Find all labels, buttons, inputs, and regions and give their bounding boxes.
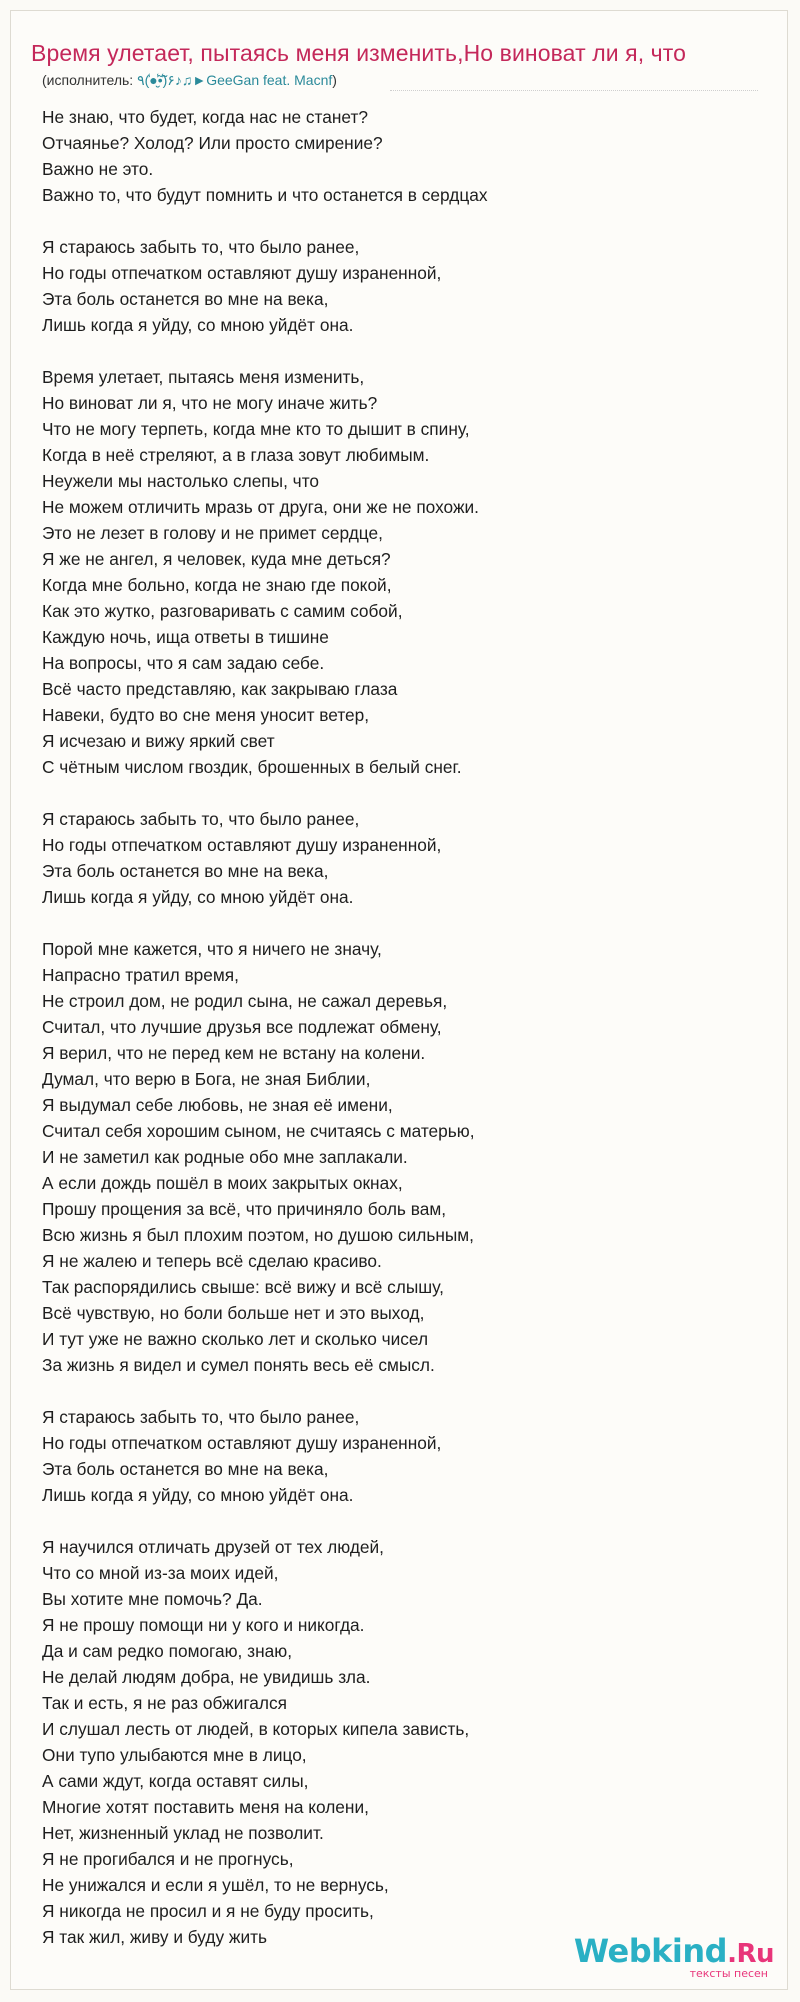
lyrics-line: И тут уже не важно сколько лет и сколько чисел	[42, 1329, 429, 1349]
lyrics-stanza	[42, 936, 762, 1378]
lyrics-line: Я научился отличать друзей от тех людей,	[42, 1537, 384, 1557]
lyrics-line: Но годы отпечатком оставляют душу израненной,	[42, 1433, 442, 1453]
lyrics-line: Не знаю, что будет, когда нас не станет?	[42, 107, 368, 127]
webkind-logo[interactable]	[574, 1934, 774, 1980]
lyrics-line: А сами ждут, когда оставят силы,	[42, 1771, 309, 1791]
lyrics-line: И слушал лесть от людей, в которых кипела зависть,	[42, 1719, 470, 1739]
lyrics-line: Всё часто представляю, как закрываю глаза	[42, 679, 398, 699]
lyrics-line: Эта боль останется во мне на века,	[42, 289, 329, 309]
logo-tld: .Ru	[727, 1939, 774, 1969]
lyrics-line: Они тупо улыбаются мне в лицо,	[42, 1745, 307, 1765]
artist-decor: ٩(̾●̮̮̃̾•̃̾)۶♪♫►	[137, 72, 207, 88]
artist-suffix: )	[332, 72, 337, 88]
lyrics-line: Вы хотите мне помочь? Да.	[42, 1589, 263, 1609]
lyrics-line: Отчаянье? Холод? Или просто смирение?	[42, 133, 383, 153]
lyrics-line: Лишь когда я уйду, со мною уйдёт она.	[42, 1485, 354, 1505]
lyrics-line: Не можем отличить мразь от друга, они же не похожи.	[42, 497, 479, 517]
lyrics-line: Всё чувствую, но боли больше нет и это выход,	[42, 1303, 425, 1323]
lyrics-line: Время улетает, пытаясь меня изменить,	[42, 367, 365, 387]
lyrics-line: Как это жутко, разговаривать с самим собой,	[42, 601, 403, 621]
lyrics-line: Прошу прощения за всё, что причиняло боль вам,	[42, 1199, 446, 1219]
lyrics-line: Я верил, что не перед кем не встану на колени.	[42, 1043, 426, 1063]
lyrics-body	[42, 104, 762, 1976]
lyrics-line: Не делай людям добра, не увидишь зла.	[42, 1667, 371, 1687]
lyrics-line: Навеки, будто во сне меня уносит ветер,	[42, 705, 370, 725]
lyrics-line: Эта боль останется во мне на века,	[42, 1459, 329, 1479]
lyrics-line: И не заметил как родные обо мне заплакали.	[42, 1147, 408, 1167]
lyrics-line: Так распорядились свыше: всё вижу и всё слышу,	[42, 1277, 444, 1297]
lyrics-line: Лишь когда я уйду, со мною уйдёт она.	[42, 315, 354, 335]
title-divider	[390, 90, 758, 91]
lyrics-line: Не унижался и если я ушёл, то не вернусь,	[42, 1875, 389, 1895]
lyrics-line: Не строил дом, не родил сына, не сажал деревья,	[42, 991, 448, 1011]
lyrics-line: С чётным числом гвоздик, брошенных в белый снег.	[42, 757, 462, 777]
lyrics-stanza	[42, 234, 762, 338]
lyrics-line: Многие хотят поставить меня на колени,	[42, 1797, 369, 1817]
lyrics-line: Считал, что лучшие друзья все подлежат обмену,	[42, 1017, 442, 1037]
artist-prefix: (исполнитель:	[42, 72, 138, 88]
lyrics-line: Что не могу терпеть, когда мне кто то дышит в спину,	[42, 419, 470, 439]
lyrics-line: Но годы отпечатком оставляют душу израненной,	[42, 263, 442, 283]
lyrics-line: Напрасно тратил время,	[42, 965, 239, 985]
lyrics-line: Но виноват ли я, что не могу иначе жить?	[42, 393, 378, 413]
artist-line	[42, 72, 337, 89]
artist-link[interactable]: GeeGan feat. Macnf	[206, 72, 333, 88]
lyrics-line: Я же не ангел, я человек, куда мне деться?	[42, 549, 391, 569]
lyrics-stanza	[42, 104, 762, 208]
lyrics-line: За жизнь я видел и сумел понять весь её смысл.	[42, 1355, 435, 1375]
lyrics-stanza	[42, 1534, 762, 1950]
lyrics-line: Я не жалею и теперь всё сделаю красиво.	[42, 1251, 382, 1271]
lyrics-line: Я не прошу помощи ни у кого и никогда.	[42, 1615, 365, 1635]
lyrics-line: А если дождь пошёл в моих закрытых окнах,	[42, 1173, 403, 1193]
lyrics-stanza	[42, 364, 762, 780]
lyrics-line: Я так жил, живу и буду жить	[42, 1927, 268, 1947]
lyrics-line: Важно не это.	[42, 159, 154, 179]
lyrics-line: Думал, что верю в Бога, не зная Библии,	[42, 1069, 371, 1089]
lyrics-line: Важно то, что будут помнить и что останется в сердцах	[42, 185, 488, 205]
lyrics-line: Да и сам редко помогаю, знаю,	[42, 1641, 292, 1661]
lyrics-line: Эта боль останется во мне на века,	[42, 861, 329, 881]
lyrics-line: Порой мне кажется, что я ничего не значу,	[42, 939, 382, 959]
lyrics-line: Каждую ночь, ища ответы в тишине	[42, 627, 329, 647]
lyrics-line: Я выдумал себе любовь, не зная её имени,	[42, 1095, 393, 1115]
lyrics-line: Это не лезет в голову и не примет сердце,	[42, 523, 383, 543]
logo-tagline: тексты песен	[689, 1967, 768, 1980]
lyrics-line: Когда мне больно, когда не знаю где покой,	[42, 575, 392, 595]
lyrics-line: Так и есть, я не раз обжигался	[42, 1693, 287, 1713]
lyrics-line: Я никогда не просил и я не буду просить,	[42, 1901, 374, 1921]
lyrics-line: Всю жизнь я был плохим поэтом, но душою сильным,	[42, 1225, 474, 1245]
lyrics-line: Что со мной из-за моих идей,	[42, 1563, 279, 1583]
lyrics-line: Я исчезаю и вижу яркий свет	[42, 731, 275, 751]
lyrics-line: Лишь когда я уйду, со мною уйдёт она.	[42, 887, 354, 907]
lyrics-line: Я стараюсь забыть то, что было ранее,	[42, 237, 360, 257]
lyrics-line: Когда в неё стреляют, а в глаза зовут любимым.	[42, 445, 430, 465]
lyrics-line: Но годы отпечатком оставляют душу израненной,	[42, 835, 442, 855]
lyrics-line: Я стараюсь забыть то, что было ранее,	[42, 1407, 360, 1427]
lyrics-line: Нет, жизненный уклад не позволит.	[42, 1823, 324, 1843]
song-title: Время улетает, пытаясь меня изменить,Но виноват ли я, что	[31, 40, 687, 66]
lyrics-line: Я не прогибался и не прогнусь,	[42, 1849, 294, 1869]
lyrics-line: На вопросы, что я сам задаю себе.	[42, 653, 325, 673]
lyrics-stanza	[42, 806, 762, 910]
lyrics-stanza	[42, 1404, 762, 1508]
lyrics-line: Считал себя хорошим сыном, не считаясь с матерью,	[42, 1121, 475, 1141]
logo-wordmark	[574, 1934, 774, 1971]
lyrics-line: Я стараюсь забыть то, что было ранее,	[42, 809, 360, 829]
logo-word: Webkind	[573, 1932, 728, 1970]
lyrics-line: Неужели мы настолько слепы, что	[42, 471, 320, 491]
